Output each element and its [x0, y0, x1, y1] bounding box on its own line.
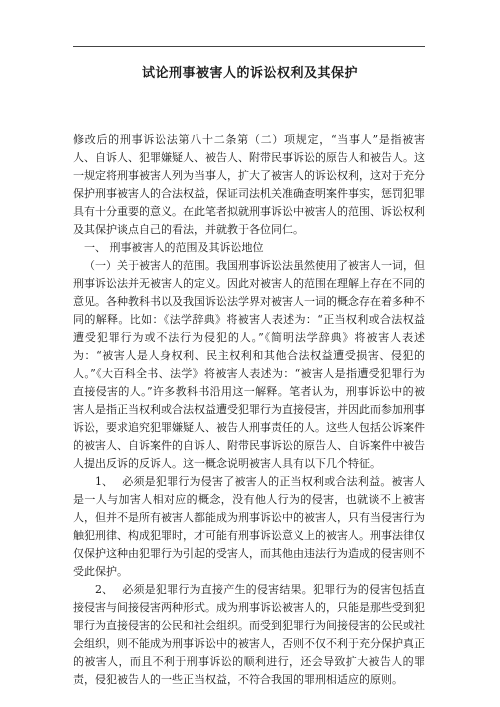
subsection-paragraph [73, 257, 425, 473]
item-number: 2、 [95, 583, 113, 596]
document-body [73, 131, 425, 689]
list-item [73, 473, 425, 581]
list-item [73, 581, 425, 689]
intro-paragraph: 修改后的刑事诉讼法第八十二条第（二）项规定，“当事人”是指被害人、自诉人、犯罪嫌疑人、被告人、附带民事诉讼的原告人和被告人。这一规定将刑事被害人列为当事人，扩大了被害人的诉讼权利，这对于充分保护刑事被害人的合法权益，保证司法机关准确查明案件事实，惩罚犯罪具有十分重要的意义。在此笔者拟就刑事诉讼中被害人的范围、诉讼权利及其保护谈点自己的看法，并就教于各位同仁。 [73, 133, 425, 236]
subsection-text: 我国刑事诉讼法虽然使用了被害人一词，但刑事诉讼法并无被害人的定义。因此对被害人的范围在理解上存在不同的意见。各种教科书以及我国诉讼法学界对被害人一词的概念存在着多种不同的解释。比如：《法学辞典》将被害人表述为：“正当权利或合法权益遭受犯罪行为或不法行为侵犯的人。”《简明法学辞典》将被害人表述为：“被害人是人身权利、民主权利和其他合法权益遭受损害、侵犯的人。”《大百科全书、法学》将被害人表述为：“被害人是指遭受犯罪行为直接侵害的人。”许多教科书沿用这一解释。笔者认为，刑事诉讼中的被害人是指正当权利或合法权益遭受犯罪行为直接侵害，并因此而参加刑事诉讼，要求追究犯罪嫌疑人、被告人刑事责任的人。这些人包括公诉案件的被害人、自诉案件的自诉人、附带民事诉讼的原告人、自诉案件中被告人提出反诉的反诉人。这一概念说明被害人具有以下几个特征。 [73, 259, 425, 470]
document-title: 试论刑事被害人的诉讼权利及其保护 [141, 66, 358, 81]
item-text: 必须是犯罪行为直接产生的侵害结果。犯罪行为的侵害包括直接侵害与间接侵害两种形式。成为刑事诉讼被害人的，只能是那些受到犯罪行为直接侵害的公民和社会组织。而受到犯罪行为间接侵害的公民或社会组织，则不能成为刑事诉讼中的被害人，否则不仅不利于充分保护真正的被害人，而且不利于刑事诉讼的顺利进行，还会导致扩大被告人的罪责，侵犯被告人的一些正当权益，不符合我国的罪刑相适应的原则。 [73, 583, 425, 686]
header-rule [73, 46, 425, 47]
item-text: 必须是犯罪行为侵害了被害人的正当权利或合法利益。被害人是一人与加害人相对应的概念，没有他人行为的侵害，也就谈不上被害人，但并不是所有被害人都能成为刑事诉讼中的被害人，只有当侵害行为触犯刑律、构成犯罪时，才可能有刑事诉讼意义上的被害人。刑事法律仅仅保护这种由犯罪行为引起的受害人，而其他由违法行为造成的侵害则不受此保护。 [73, 475, 425, 578]
item-number: 1、 [95, 475, 113, 488]
subsection-heading: （一）关于被害人的范围。 [84, 259, 216, 272]
section-heading: 一、 刑事被害人的范围及其诉讼地位 [84, 241, 264, 254]
